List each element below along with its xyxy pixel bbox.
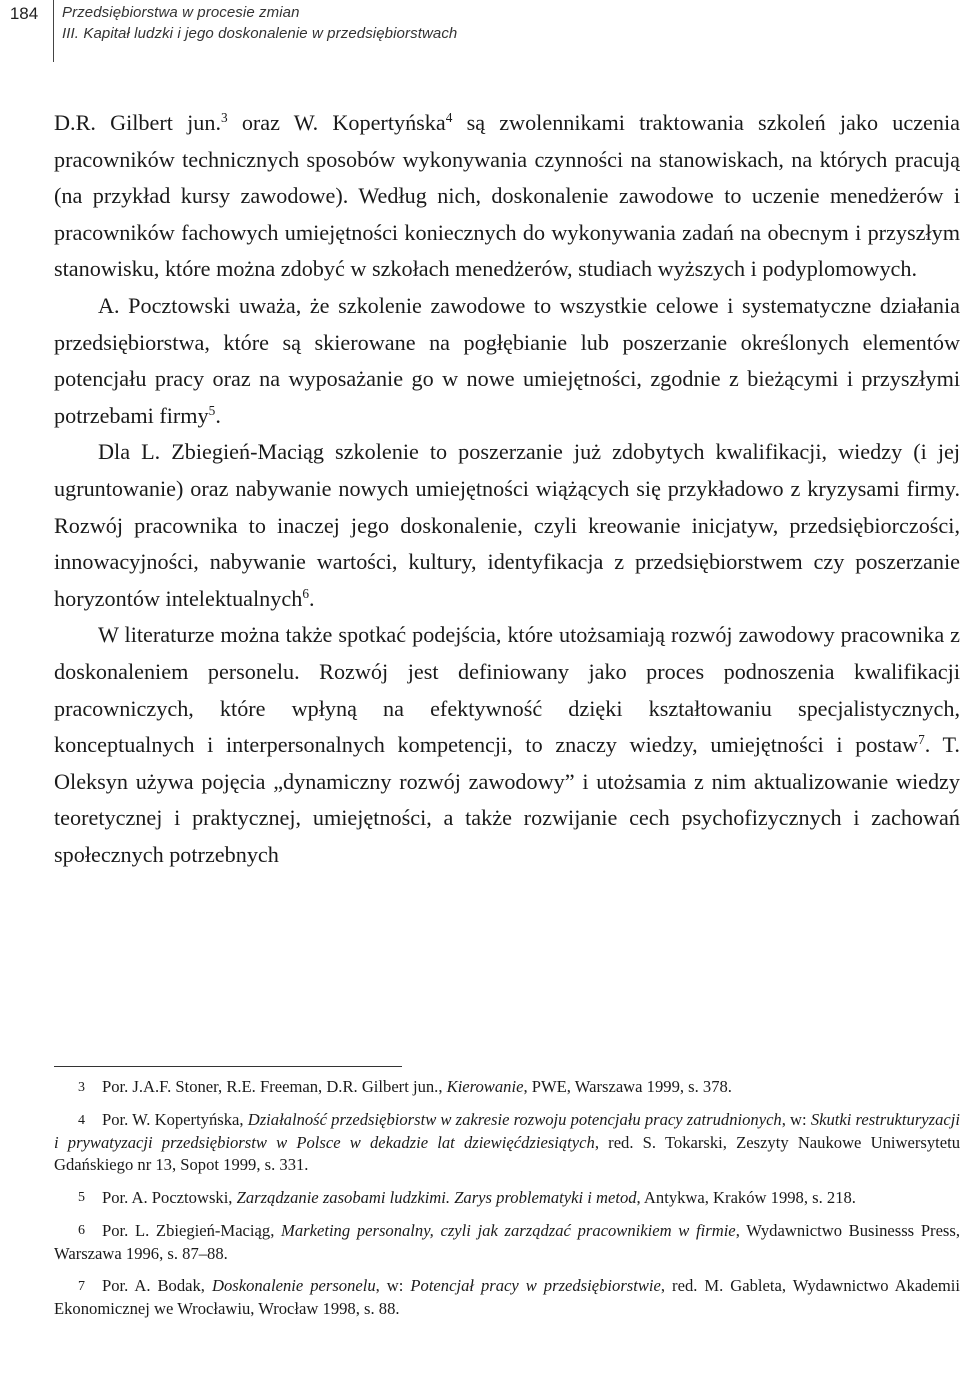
- text-run: W literaturze można także spotkać podejścia, które utożsamiają rozwój zawodowy pracownika z doskonaleniem personelu. Rozwój jest definiowany jako proces podnoszenia kwalifikacji pracowniczych, które wpłyną na efektywność dzięki kształtowaniu specjalistycznych, konceptualnych i interpersonalnych kompetencji, to znaczy wiedzy, umiejętności i postaw: [54, 622, 960, 758]
- footnote-divider: [54, 1066, 402, 1067]
- footnote-text: Por. L. Zbiegień-Maciąg,: [102, 1220, 282, 1240]
- footnote-number: 7: [78, 1278, 85, 1294]
- footnote-title: Kierowanie: [446, 1077, 524, 1096]
- footnote-ref-4: 4: [445, 109, 453, 125]
- text-run: .: [308, 585, 315, 611]
- footnote-ref-5: 5: [208, 402, 216, 418]
- footnote-6: [54, 1220, 960, 1265]
- main-text: [54, 105, 960, 873]
- footnote-4: [54, 1109, 960, 1177]
- footnote-text: Por. A. Pocztowski,: [102, 1187, 237, 1207]
- footnote-ref-6: 6: [302, 585, 309, 601]
- paragraph-1: [54, 105, 960, 288]
- footnote-text: , Antykwa, Kraków 1998, s. 218.: [636, 1187, 856, 1207]
- footnote-text: Por. J.A.F. Stoner, R.E. Freeman, D.R. Gilbert jun.,: [102, 1077, 447, 1096]
- page-number: 184: [9, 4, 39, 23]
- footnote-number: 6: [78, 1223, 85, 1239]
- footnote-title: Skutki restrukturyzacji i prywatyzacji przedsiębiorstw w Polsce w dekadzie lat dziewięćdziesiątych: [54, 1110, 960, 1153]
- text-run: .: [215, 402, 221, 428]
- footnote-title: Działalność przedsiębiorstw w zakresie rozwoju potencjału pracy zatrudnionych: [247, 1110, 782, 1130]
- footnote-text: , w:: [375, 1276, 411, 1296]
- footnote-title: Potencjał pracy w przedsiębiorstwie: [410, 1276, 661, 1296]
- footnote-text: , Wydawnictwo Businesss Press, Warszawa 1996, s. 87–88.: [54, 1220, 960, 1263]
- text-run: A. Pocztowski uważa, że szkolenie zawodowe to wszystkie celowe i systematyczne działania przedsiębiorstwa, które są skierowane na pogłębianie lub poszerzanie określonych elementów potencjału pracy oraz na wyposażanie go w nowe umiejętności, zgodnie z bieżącymi i przyszłymi potrzebami firmy: [54, 292, 960, 428]
- footnote-text: Por. W. Kopertyńska,: [102, 1110, 248, 1130]
- paragraph-4: [54, 617, 960, 873]
- footnote-text: , red. S. Tokarski, Zeszyty Naukowe Uniwersytetu Gdańskiego nr 13, Sopot 1999, s. 331.: [54, 1133, 960, 1175]
- footnote-text: Por. A. Bodak,: [102, 1276, 212, 1296]
- footnote-ref-3: 3: [221, 109, 228, 125]
- footnote-number: 3: [78, 1079, 85, 1095]
- paragraph-2: [54, 288, 960, 434]
- footnote-title: Zarządzanie zasobami ludzkimi. Zarys problematyki i metod: [236, 1187, 637, 1207]
- footnote-number: 4: [78, 1112, 85, 1128]
- page-header: [0, 0, 960, 70]
- footnote-text: , PWE, Warszawa 1999, s. 378.: [523, 1077, 732, 1096]
- running-title-book: Przedsiębiorstwa w procesie zmian: [62, 4, 300, 21]
- footnote-text: , red. M. Gableta, Wydawnictwo Akademii Ekonomicznej we Wrocławiu, Wrocław 1998, s. 88.: [54, 1276, 960, 1319]
- running-title-chapter: III. Kapitał ludzki i jego doskonalenie w przedsiębiorstwach: [62, 25, 458, 42]
- text-run: . T. Oleksyn używa pojęcia „dynamiczny rozwój zawodowy” i utożsamia z nim aktualizowanie wiedzy teoretycznej i praktycznej, umiejętności, a także rozwijanie cech psychofizycznych i zachowań społecznych potrzebnych: [54, 732, 960, 867]
- footnote-title: Doskonalenie personelu: [211, 1276, 376, 1296]
- footnote-3: [54, 1076, 960, 1099]
- text-run: oraz W. Kopertyńska: [227, 110, 446, 135]
- text-run: Dla L. Zbiegień-Maciąg szkolenie to poszerzanie już zdobytych kwalifikacji, wiedzy (i jej ugruntowanie) oraz nabywanie nowych umiejętności wiążących się przykładowo z kryzysami firmy. Rozwój pracownika to inaczej jego doskonalenie, czyli kreowanie inicjatyw, przedsiębiorczości, innowacyjności, nabywanie wartości, kultury, identyfikacja z przedsiębiorstwem czy poszerzanie horyzontów intelektualnych: [54, 439, 960, 611]
- header-divider: [53, 0, 54, 62]
- footnote-number: 5: [78, 1190, 85, 1206]
- footnote-7: [54, 1275, 960, 1320]
- footnote-5: [54, 1187, 960, 1210]
- footnote-title: Marketing personalny, czyli jak zarządzać pracownikiem w firmie: [281, 1220, 736, 1240]
- text-run: są zwolennikami traktowania szkoleń jako uczenia pracowników technicznych sposobów wykonywania czynności na stanowiskach, na których pracują (na przykład kursy zawodowe). Według nich, doskonalenie zawodowe to uczenie menedżerów i pracowników fachowych umiejętności koniecznych do wykonywania zadań na obecnym i przyszłym stanowisku, które można zdobyć w szkołach menedżerów, studiach wyższych i podyplomowych.: [54, 110, 960, 282]
- paragraph-3: [54, 434, 960, 617]
- footnotes: [54, 1076, 960, 1331]
- text-run: D.R. Gilbert jun.: [54, 110, 221, 135]
- footnote-text: , w:: [781, 1110, 811, 1130]
- footnote-ref-7: 7: [918, 731, 925, 747]
